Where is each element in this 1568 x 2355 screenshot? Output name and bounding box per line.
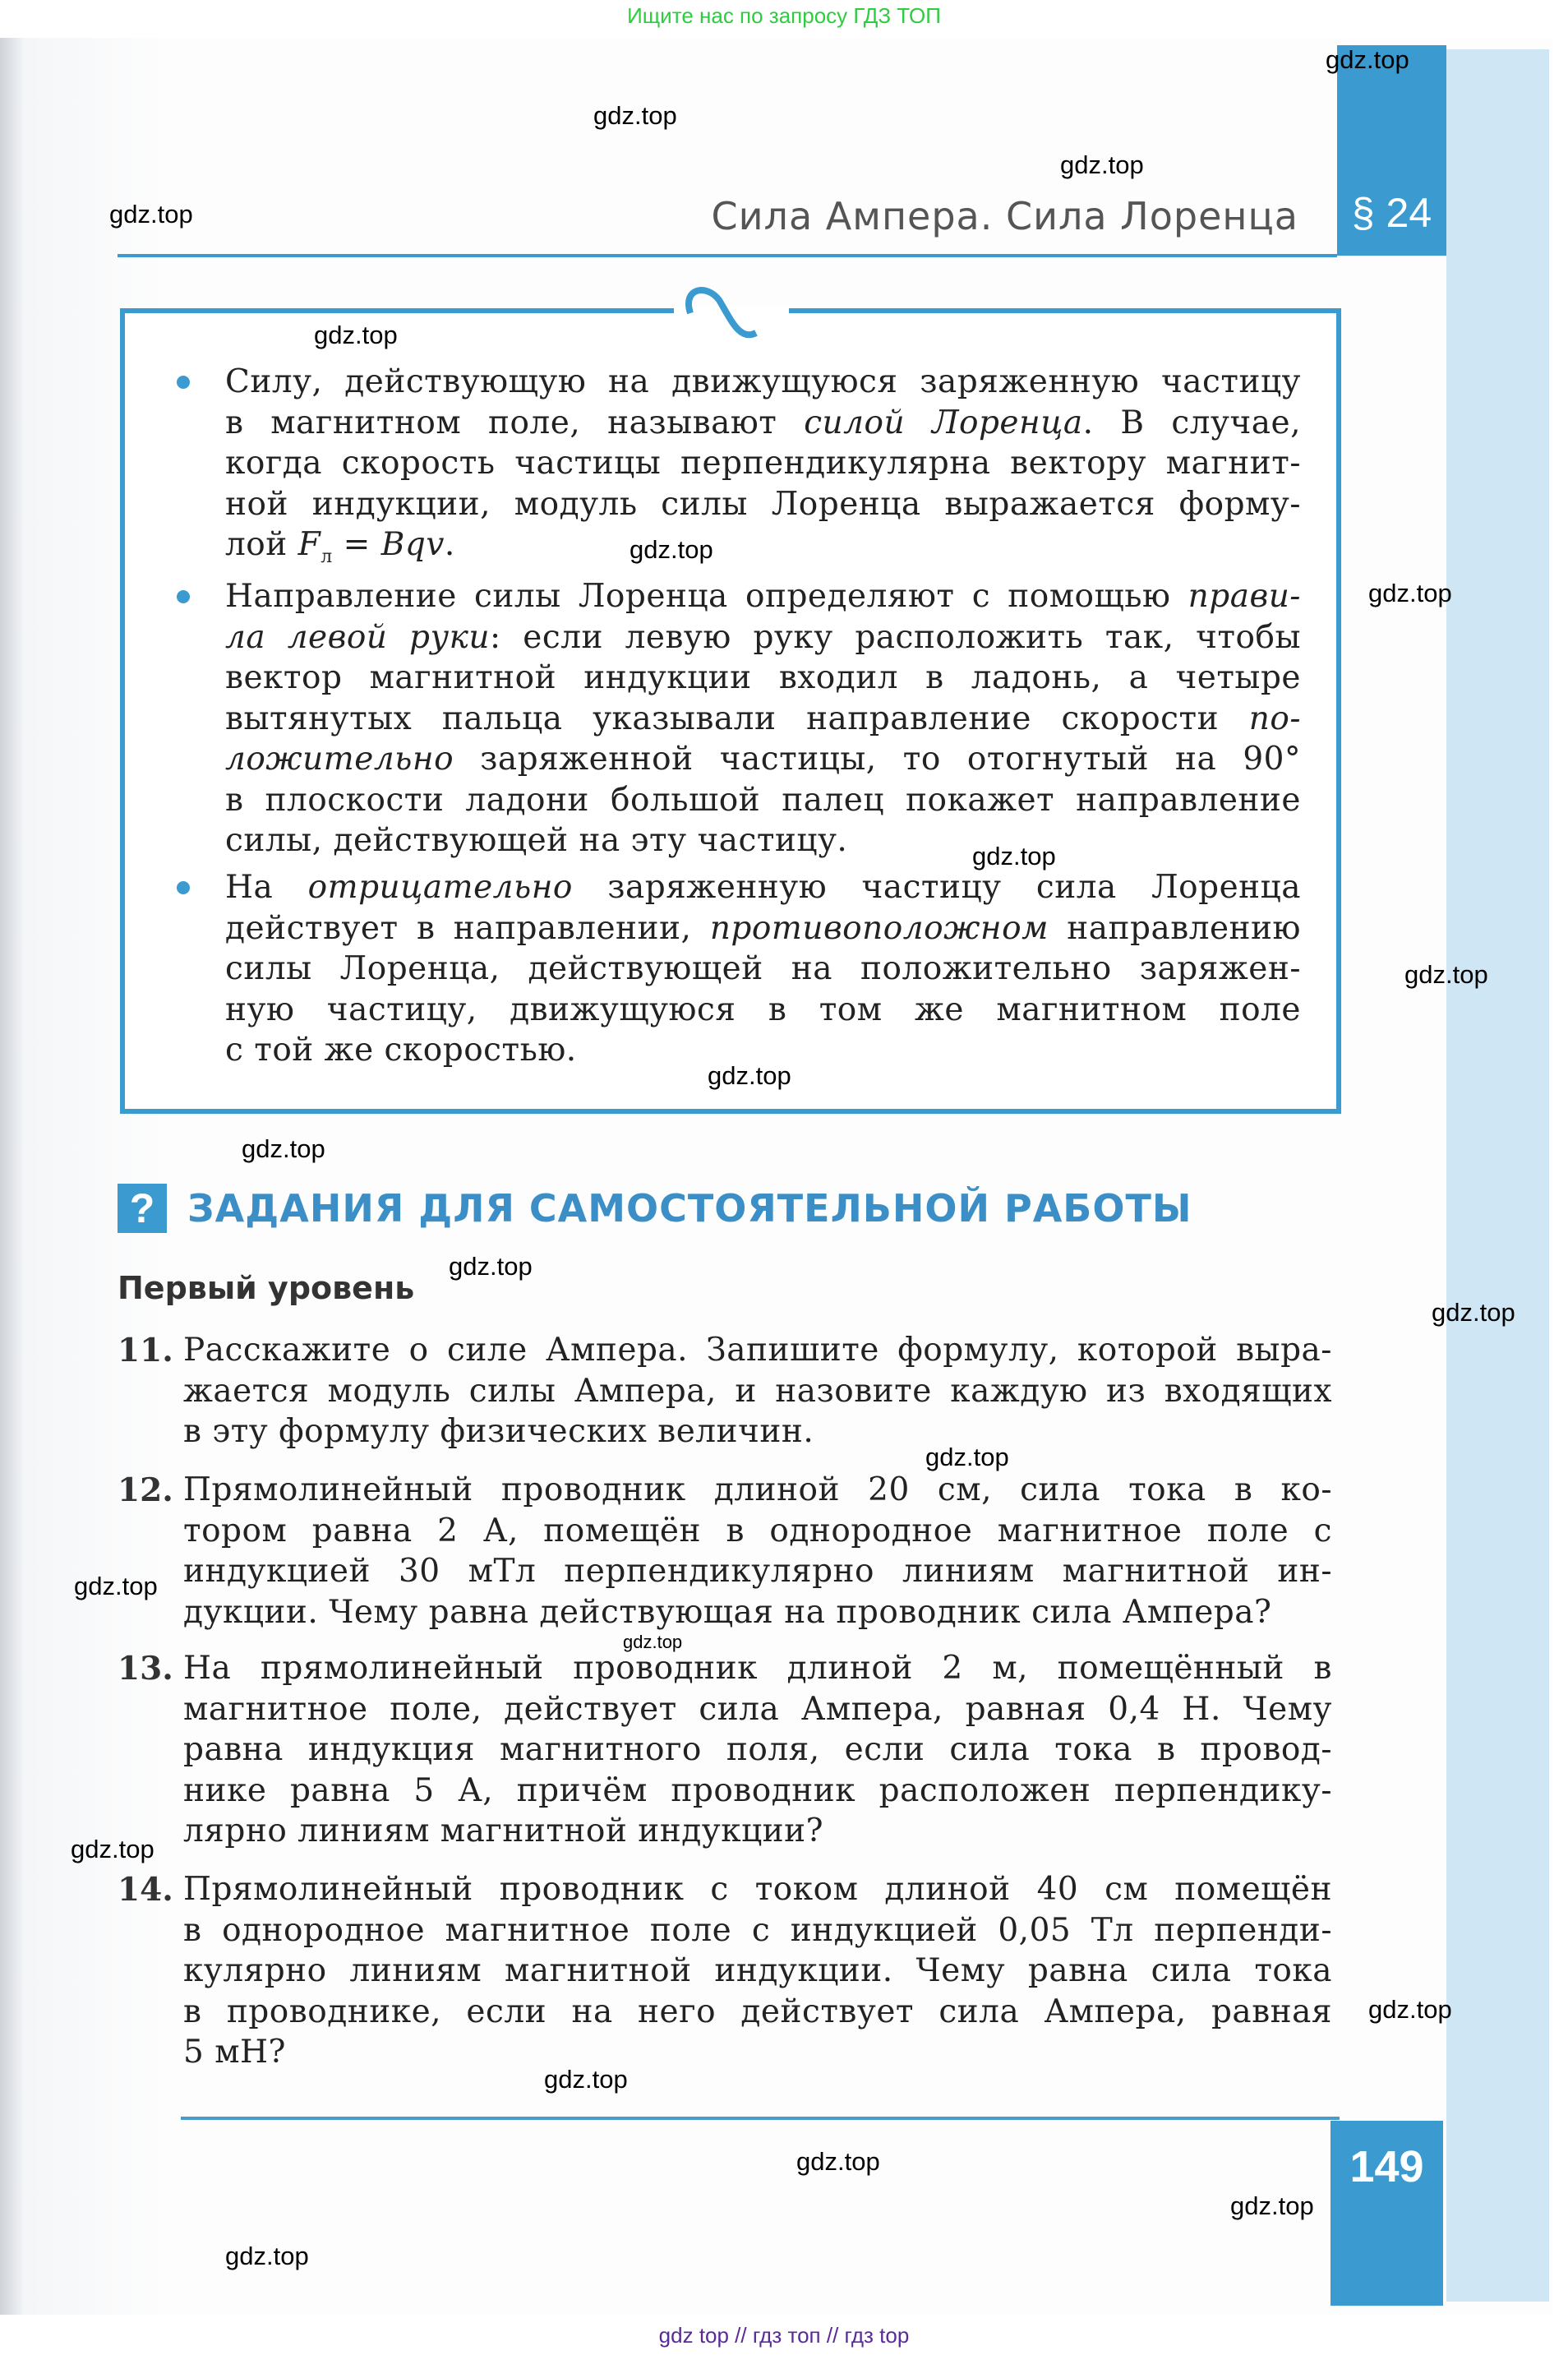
text-segment: в плоскости ладони большой палец покажет направление (225, 781, 1301, 819)
text-segment: заряженной частицы, то отогнутый на 90° (454, 741, 1301, 778)
text-segment: вектор магнитной индукции входил в ладонь, а четыре (225, 659, 1301, 696)
task-item (183, 1330, 1332, 1452)
text-segment: Bqv (380, 526, 445, 563)
task-item (183, 1470, 1332, 1632)
text-line (183, 1411, 1332, 1452)
text-line (183, 1470, 1332, 1511)
text-segment: ную частицу, движущуюся в том же магнитном поле (225, 990, 1301, 1028)
text-segment: тором равна 2 А, помещён в однородное магнитное поле с (183, 1512, 1332, 1549)
text-segment: Прямолинейный проводник с током длиной 40 см помещён (183, 1871, 1332, 1908)
text-line (183, 1371, 1332, 1412)
text-segment: силой Лоренца (804, 404, 1083, 441)
text-line (225, 362, 1301, 403)
header-divider (118, 254, 1337, 257)
text-segment: : если левую руку расположить так, чтобы (490, 618, 1301, 656)
text-line (225, 443, 1301, 484)
watermark: gdz.top (925, 1443, 1009, 1471)
watermark: gdz.top (972, 842, 1056, 870)
watermark: gdz.top (74, 1572, 158, 1600)
watermark: gdz.top (242, 1134, 325, 1163)
bullet-icon (177, 881, 190, 894)
text-segment: по- (1248, 700, 1301, 737)
text-segment: действует в направлении, (225, 909, 710, 947)
text-segment: противоположном (709, 909, 1049, 947)
text-segment: силы, действующей на эту частицу. (225, 822, 848, 859)
watermark: gdz.top (1326, 45, 1409, 74)
text-segment: направлению (1048, 909, 1301, 947)
search-banner: Ищите нас по запросу ГДЗ ТОП (627, 3, 941, 28)
watermark: gdz.top (225, 2242, 309, 2270)
task-number: 13. (118, 1650, 173, 1688)
text-segment: магнитное поле, действует сила Ампера, равная 0,4 Н. Чему (183, 1690, 1332, 1728)
text-segment: кулярно линиям магнитной индукции. Чему равна сила тока (183, 1952, 1332, 1989)
watermark: gdz.top (1060, 150, 1144, 179)
text-line (225, 403, 1301, 444)
text-segment: . В случае, (1082, 404, 1301, 441)
text-segment: дукции. Чему равна действующая на проводник сила Ампера? (183, 1593, 1272, 1631)
summary-bullet (225, 362, 1301, 566)
text-segment: . (444, 526, 455, 563)
text-line (183, 1551, 1332, 1592)
text-line (183, 1869, 1332, 1910)
text-line (225, 658, 1301, 699)
text-segment: л (321, 546, 333, 567)
footer-divider (181, 2117, 1340, 2120)
text-line (183, 1689, 1332, 1730)
question-icon: ? (118, 1184, 167, 1233)
text-line (183, 1330, 1332, 1371)
watermark: gdz.top (708, 1061, 791, 1090)
page-edge-strip (1446, 49, 1549, 2302)
watermark: gdz.top (1432, 1298, 1515, 1327)
text-line (183, 1910, 1332, 1951)
task-number: 12. (118, 1471, 173, 1509)
text-segment: в однородное магнитное поле с индукцией 0,05 Тл перпенди- (183, 1911, 1332, 1949)
text-segment: F (297, 526, 321, 563)
text-segment: равна индукция магнитного поля, если сила тока в провод- (183, 1731, 1332, 1768)
summary-bullet (225, 576, 1301, 861)
summary-bullet (225, 867, 1301, 1071)
watermark: gdz.top (449, 1252, 533, 1281)
watermark: gdz.top (796, 2147, 880, 2176)
wave-decoration-icon (674, 284, 789, 349)
text-segment: в проводнике, если на него действует сила Ампера, равная (183, 1993, 1332, 2030)
text-line (225, 739, 1301, 780)
text-line (225, 617, 1301, 658)
text-segment: Направление силы Лоренца определяют с помощью (225, 578, 1188, 615)
text-line (183, 1992, 1332, 2033)
text-line (183, 1648, 1332, 1689)
text-segment: ла левой руки (225, 618, 491, 656)
text-line (183, 1771, 1332, 1812)
bullet-icon (177, 376, 190, 389)
text-segment: лярно линиям магнитной индукции? (183, 1812, 824, 1849)
watermark: gdz.top (109, 200, 193, 229)
watermark: gdz.top (1404, 960, 1488, 989)
text-segment: индукцией 30 мТл перпендикулярно линиям магнитной ин- (183, 1553, 1332, 1590)
text-line (183, 1592, 1332, 1633)
section-number: § 24 (1351, 190, 1432, 236)
bullet-icon (177, 590, 190, 603)
text-line (183, 1951, 1332, 1992)
tasks-heading: ЗАДАНИЯ ДЛЯ САМОСТОЯТЕЛЬНОЙ РАБОТЫ (187, 1186, 1192, 1231)
text-line (225, 820, 1301, 861)
watermark: gdz.top (1230, 2191, 1314, 2220)
watermark: gdz.top (71, 1835, 154, 1863)
page-number: 149 (1349, 2142, 1424, 2191)
text-line (225, 576, 1301, 617)
text-segment: жается модуль силы Ампера, и назовите каждую из входящих (183, 1372, 1332, 1410)
text-segment: отрицательно (307, 869, 573, 906)
task-number: 11. (118, 1332, 173, 1369)
text-segment: ложительно (225, 741, 454, 778)
text-segment: когда скорость частицы перпендикулярна вектору магнит- (225, 445, 1301, 482)
text-line (225, 780, 1301, 821)
text-segment: в эту формулу физических величин. (183, 1413, 814, 1450)
watermark: gdz.top (630, 535, 713, 564)
text-segment: Расскажите о силе Ампера. Запишите формулу, которой выра- (183, 1332, 1332, 1369)
text-line (225, 484, 1301, 525)
text-segment: На прямолинейный проводник длиной 2 м, помещённый в (183, 1650, 1332, 1687)
text-segment: На (225, 869, 308, 906)
text-line (225, 990, 1301, 1031)
text-segment: с той же скоростью. (225, 1032, 577, 1069)
text-line (183, 2032, 1332, 2073)
text-segment: ной индукции, модуль силы Лоренца выражается форму- (225, 485, 1301, 523)
text-segment: = (332, 526, 381, 563)
text-segment: лой (225, 526, 298, 563)
text-line (225, 908, 1301, 949)
text-line (183, 1729, 1332, 1771)
text-segment: заряженную частицу сила Лоренца (572, 869, 1301, 906)
text-line (225, 699, 1301, 740)
text-segment: нике равна 5 А, причём проводник расположен перпендику- (183, 1771, 1332, 1809)
task-item (183, 1648, 1332, 1852)
text-segment: силы Лоренца, действующей на положительно заряжен- (225, 950, 1301, 987)
text-segment: в магнитном поле, называют (225, 404, 805, 441)
task-number: 14. (118, 1871, 173, 1909)
watermark: gdz.top (1368, 1995, 1452, 2024)
text-line (225, 524, 1301, 566)
text-segment: вытянутых пальца указывали направление скорости (225, 700, 1249, 737)
text-segment: Прямолинейный проводник длиной 20 см, сила тока в ко- (183, 1471, 1332, 1508)
watermark: gdz.top (314, 321, 398, 349)
watermark: gdz.top (544, 2065, 628, 2094)
text-line (183, 1811, 1332, 1852)
level-heading: Первый уровень (118, 1270, 415, 1306)
watermark: gdz.top (593, 101, 677, 130)
text-segment: 5 мН? (183, 2034, 286, 2071)
text-segment: Силу, действующую на движущуюся заряженную частицу (225, 363, 1301, 400)
task-item (183, 1869, 1332, 2073)
footer-banner: gdz top // гдз топ // гдз top (658, 2323, 910, 2348)
text-line (225, 949, 1301, 990)
watermark: gdz.top (623, 1632, 683, 1652)
text-line (183, 1511, 1332, 1552)
text-segment: прави- (1188, 578, 1301, 615)
chapter-title: Сила Ампера. Сила Лоренца (711, 194, 1298, 238)
watermark: gdz.top (1368, 579, 1452, 607)
text-line (225, 867, 1301, 908)
